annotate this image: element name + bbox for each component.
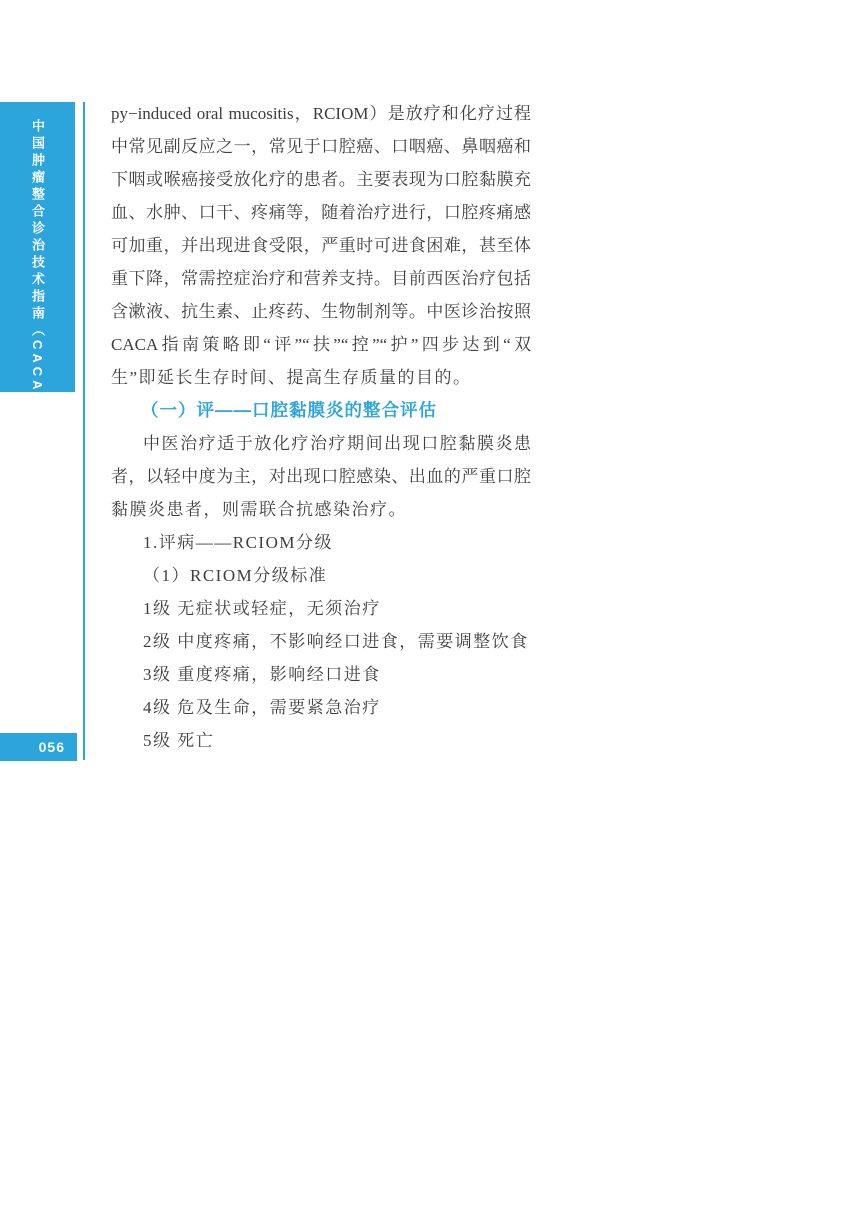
text-line: 黏膜炎患者，则需联合抗感染治疗。: [111, 500, 407, 519]
list-item-label: （1）RCIOM分级标准: [143, 566, 328, 585]
vertical-divider-line: [83, 102, 85, 760]
text-line: CACA指南策略即“评”“扶”“控”“护”四步达到“双: [111, 335, 531, 354]
page-body: [111, 97, 531, 757]
grade-list-item: 1级 无症状或轻症，无须治疗: [143, 599, 381, 618]
text-line: 生”即延长生存时间、提高生存质量的目的。: [111, 368, 472, 387]
grade-list-item: 2级 中度疼痛，不影响经口进食，需要调整饮食: [143, 632, 529, 651]
grade-list-item: 3级 重度疼痛，影响经口进食: [143, 665, 381, 684]
grade-list-item: 4级 危及生命，需要紧急治疗: [143, 698, 381, 717]
text-line: 中医治疗适于放化疗治疗期间出现口腔黏膜炎患: [143, 434, 531, 453]
text-line: 含漱液、抗生素、止疼药、生物制剂等。中医诊治按照: [111, 302, 531, 321]
grade-list-item: 5级 死亡: [143, 731, 215, 750]
list-item-label: 1.评病——RCIOM分级: [143, 533, 333, 552]
sidebar-title: 中国肿瘤整合诊治技术指南（CACA）: [30, 119, 45, 411]
sidebar-banner: [0, 102, 75, 411]
text-line: 血、水肿、口干、疼痛等，随着治疗进行，口腔疼痛感: [111, 203, 531, 222]
text-line: py−induced oral mucositis，RCIOM）是放疗和化疗过程: [111, 104, 531, 123]
section-heading: （一）评——口腔黏膜炎的整合评估: [141, 400, 437, 420]
page-number-badge: 056: [0, 733, 77, 761]
text-line: 者，以轻中度为主，对出现口腔感染、出血的严重口腔: [111, 467, 531, 486]
text-line: 中常见副反应之一，常见于口腔癌、口咽癌、鼻咽癌和: [111, 137, 531, 156]
text-line: 可加重，并出现进食受限，严重时可进食困难，甚至体: [111, 236, 531, 255]
text-line: 重下降，常需控症治疗和营养支持。目前西医治疗包括: [111, 269, 531, 288]
text-line: 下咽或喉癌接受放化疗的患者。主要表现为口腔黏膜充: [111, 170, 531, 189]
